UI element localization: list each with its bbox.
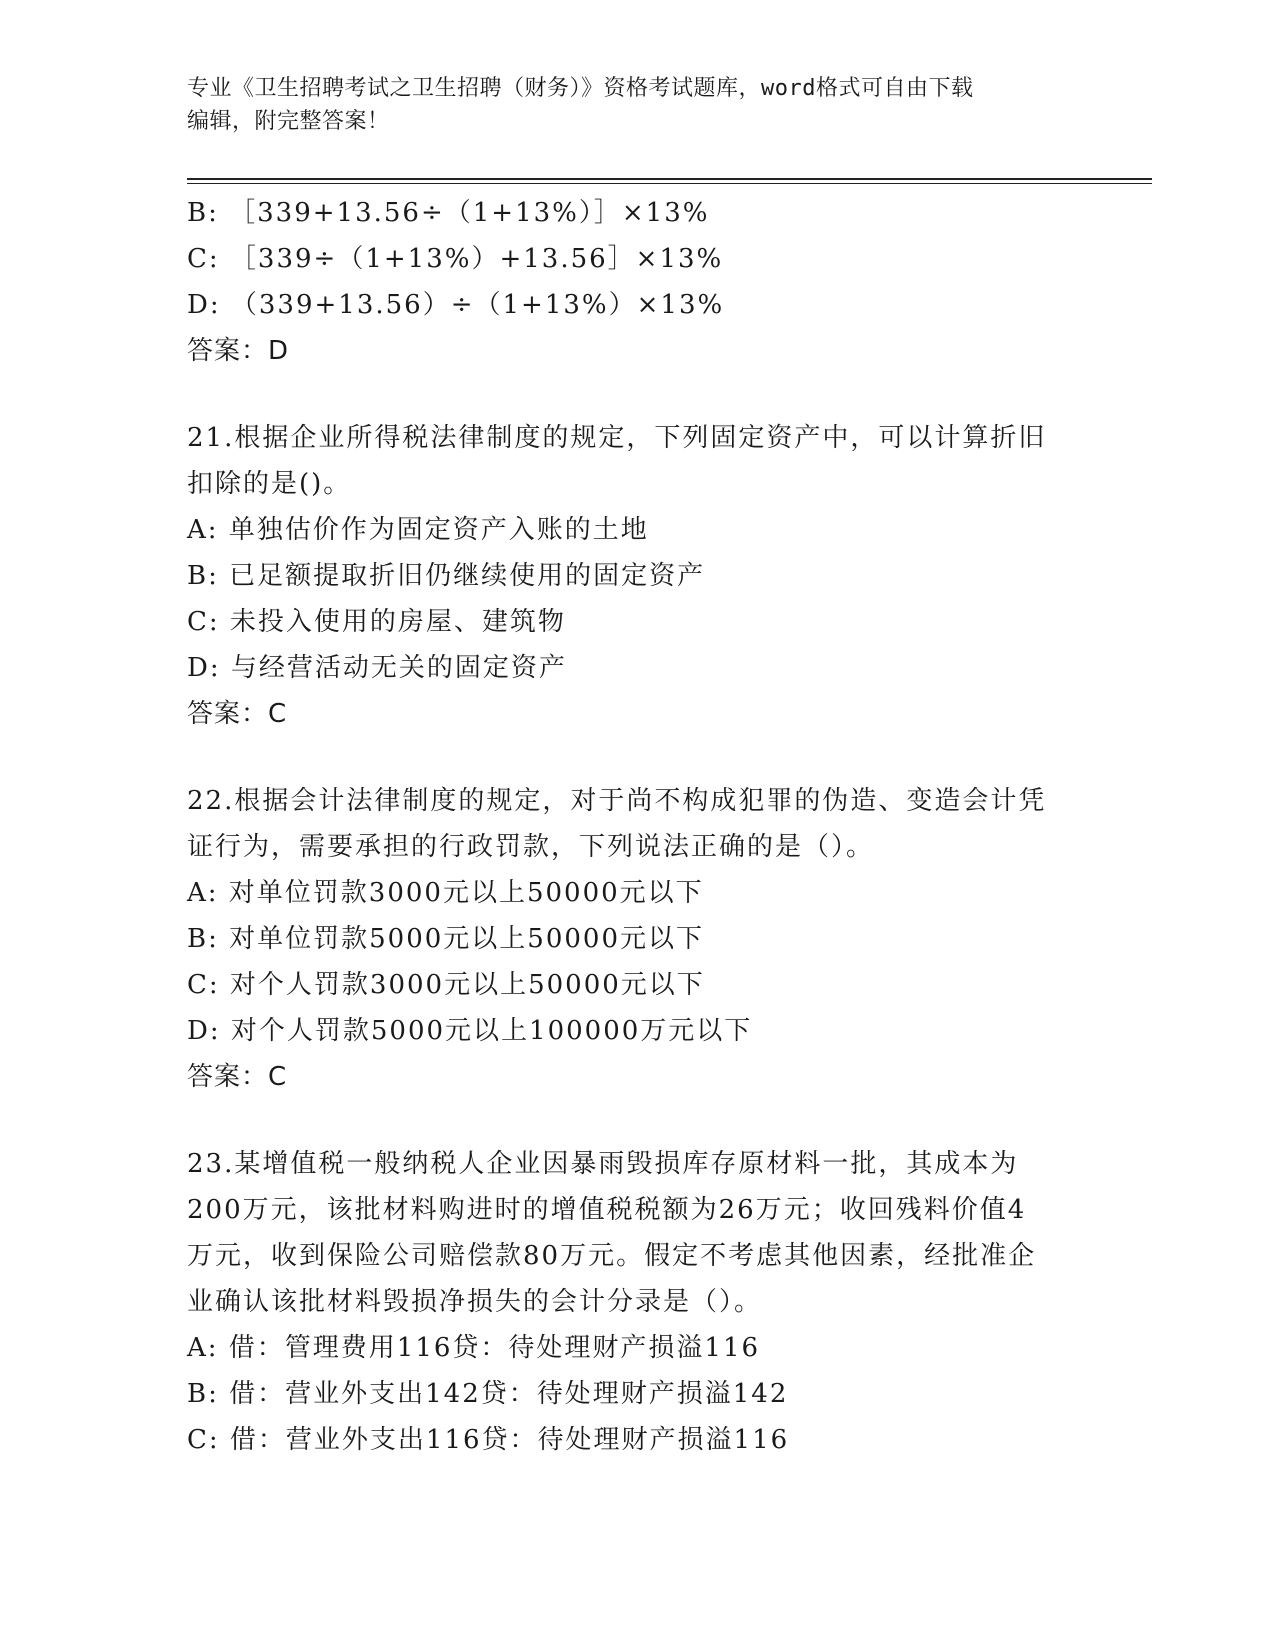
header-line-1: 专业《卫生招聘考试之卫生招聘（财务）》资格考试题库，word格式可自由下载 [187, 76, 974, 101]
option-a: A: 对单位罚款3000元以上50000元以下 [187, 878, 704, 908]
option-b: B: 对单位罚款5000元以上50000元以下 [187, 924, 705, 954]
page-header [187, 72, 1087, 138]
question-content [187, 190, 1087, 1463]
option-c: C: ［339÷（1+13%）+13.56］×13% [187, 244, 724, 274]
option-d: D: （339+13.56）÷（1+13%）×13% [187, 290, 725, 320]
option-c: C: 对个人罚款3000元以上50000元以下 [187, 970, 705, 1000]
option-a: A: 借：管理费用116贷：待处理财产损溢116 [187, 1333, 761, 1363]
option-a: A: 单独估价作为固定资产入账的土地 [187, 515, 649, 545]
option-c: C: 借：营业外支出116贷：待处理财产损溢116 [187, 1425, 790, 1455]
option-b: B: 借：营业外支出142贷：待处理财产损溢142 [187, 1379, 789, 1409]
question-stem: 200万元，该批材料购进时的增值税税额为26万元；收回残料价值4 [187, 1195, 1027, 1225]
answer: 答案：C [187, 699, 288, 729]
header-line-2: 编辑，附完整答案！ [187, 109, 390, 134]
answer: 答案：D [187, 336, 290, 366]
question-stem: 证行为，需要承担的行政罚款，下列说法正确的是（）。 [187, 832, 875, 862]
question-20-tail [187, 190, 1087, 374]
answer: 答案：C [187, 1062, 288, 1092]
question-22 [187, 778, 1087, 1100]
question-stem: 业确认该批材料毁损净损失的会计分录是（）。 [187, 1287, 763, 1317]
question-stem: 23.某增值税一般纳税人企业因暴雨毁损库存原材料一批，其成本为 [187, 1149, 1019, 1179]
option-d: D: 对个人罚款5000元以上100000万元以下 [187, 1016, 753, 1046]
option-b: B: 已足额提取折旧仍继续使用的固定资产 [187, 561, 706, 591]
option-c: C: 未投入使用的房屋、建筑物 [187, 607, 566, 637]
question-21 [187, 415, 1087, 737]
question-stem: 扣除的是()。 [187, 469, 352, 499]
header-divider-thin [187, 183, 1152, 184]
question-stem: 22.根据会计法律制度的规定，对于尚不构成犯罪的伪造、变造会计凭 [187, 786, 1047, 816]
question-stem: 21.根据企业所得税法律制度的规定，下列固定资产中，可以计算折旧 [187, 423, 1047, 453]
header-divider-thick [187, 178, 1152, 180]
option-d: D: 与经营活动无关的固定资产 [187, 653, 567, 683]
question-stem: 万元，收到保险公司赔偿款80万元。假定不考虑其他因素，经批准企 [187, 1241, 1037, 1271]
question-23 [187, 1141, 1087, 1463]
option-b: B: ［339+13.56÷（1+13%）］×13% [187, 198, 710, 228]
